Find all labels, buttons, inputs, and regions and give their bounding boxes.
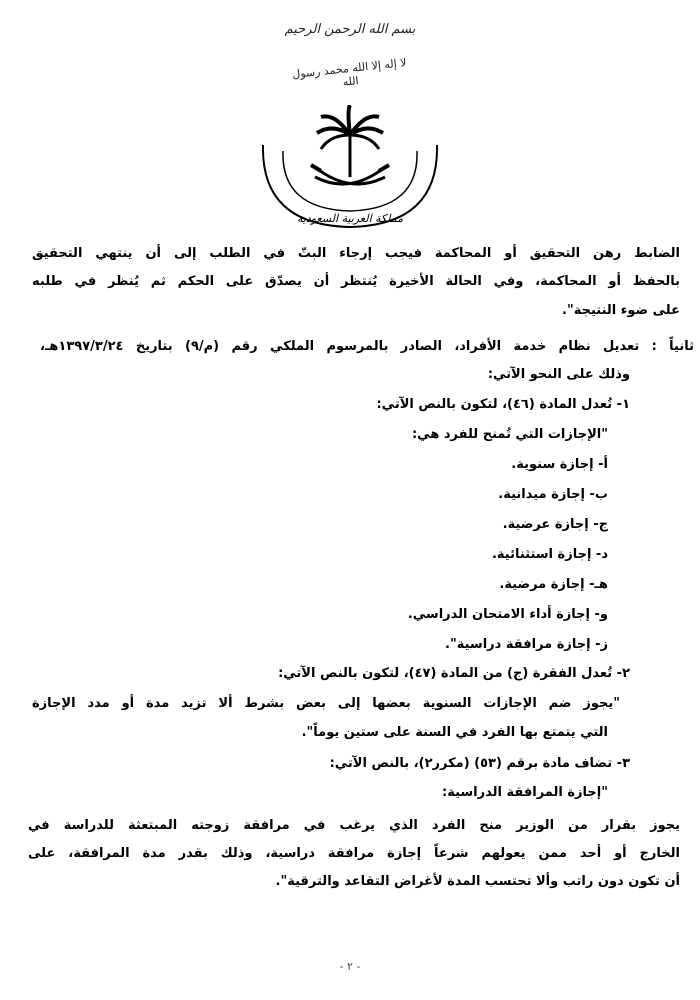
page-number: - ٢ - <box>339 960 361 973</box>
leave-type-g: ز- إجازة مرافقة دراسية". <box>445 637 608 652</box>
leave-types-intro: "الإجازات التي تُمنح للفرد هي: <box>411 427 608 442</box>
leave-type-b: ب- إجازة ميدانية. <box>498 487 608 502</box>
kingdom-emblem-logo <box>255 105 445 230</box>
body-line-3: على ضوء النتيجة". <box>562 303 680 318</box>
amendment-2-line-2: التي يتمتع بها الفرد في السنة على ستين يوماً". <box>301 725 608 740</box>
body-line-2: بالحفظ أو المحاكمة، وفي الحالة الأخيرة يُنتظر أن يصدّق على الحكم ثم يُنظر في طلبه <box>32 274 680 289</box>
amendment-1-title: ١- تُعدل المادة (٤٦)، لتكون بالنص الآتي: <box>376 397 630 412</box>
amendment-2-title: ٢- تُعدل الفقرة (ج) من المادة (٤٧)، لتكون بالنص الآتي: <box>278 666 630 681</box>
amendment-3-heading: "إجازة المرافقة الدراسية: <box>442 785 608 800</box>
basmala: بسم الله الرحمن الرحيم <box>284 22 416 37</box>
leave-type-d: د- إجازة استثنائية. <box>491 547 608 562</box>
section-two-heading: ثانياً : تعديل نظام خدمة الأفراد، الصادر بالمرسوم الملكي رقم (م/٩) بتاريخ ١٣٩٧/٣/٢٤هـ، <box>40 339 694 354</box>
body-line-5: وذلك على النحو الآتي: <box>487 367 630 382</box>
leave-type-a: أ- إجازة سنوية. <box>511 457 608 472</box>
emblem-text: مملكة العربية السعودية <box>297 212 403 225</box>
leave-type-f: و- إجازة أداء الامتحان الدراسي. <box>407 607 608 622</box>
amendment-3-title: ٣- تضاف مادة برقم (٥٣) (مكرر٢)، بالنص الآتي: <box>329 756 630 771</box>
tawhid-calligraphy: لا إله إلا الله محمد رسول الله <box>291 56 408 89</box>
amendment-3-line-1: يجوز بقرار من الوزير منح الفرد الذي يرغب في مرافقة زوجته المبتعثة للدراسة في <box>28 818 680 833</box>
leave-type-c: ج- إجازة عرضية. <box>502 517 608 532</box>
amendment-3-line-3: أن تكون دون راتب وألا تحتسب المدة لأغراض التقاعد والترقية". <box>275 874 680 889</box>
amendment-3-line-2: الخارج أو أحد ممن يعولهم شرعاً إجازة مرافقة دراسية، وذلك بقدر مدة المرافقة، على <box>28 846 680 861</box>
amendment-2-line-1: "يجوز ضم الإجازات السنوية بعضها إلى بعض بشرط ألا تزيد مدة أو مدد الإجازة <box>32 696 620 711</box>
leave-type-e: هـ- إجازة مرضية. <box>499 577 608 592</box>
body-line-1: الضابط رهن التحقيق أو المحاكمة فيجب إرجاء البتّ في الطلب إلى أن ينتهي التحقيق <box>32 246 680 261</box>
